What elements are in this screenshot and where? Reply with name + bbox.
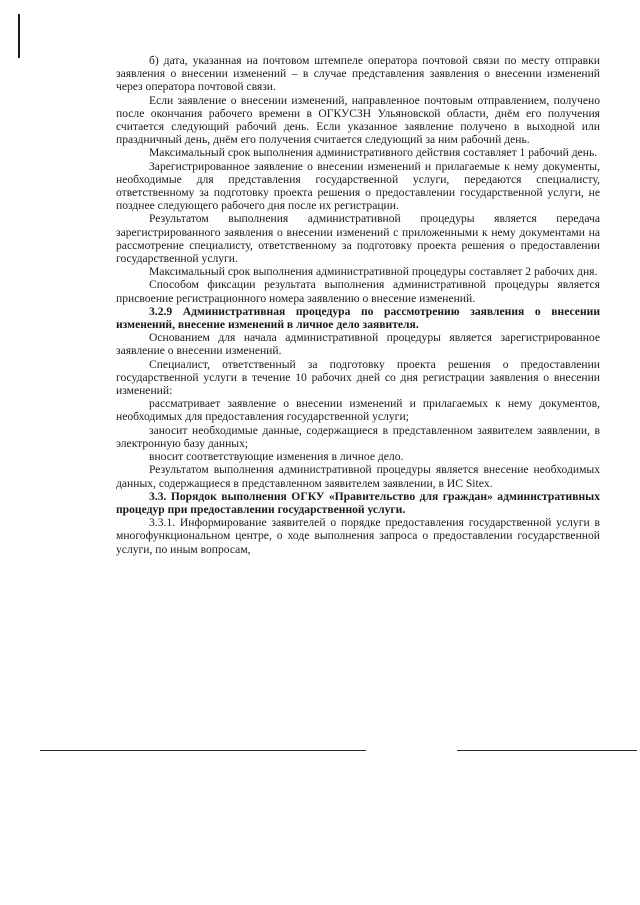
- paragraph: Если заявление о внесении изменений, направленное почтовым отправлением, получено после окончания рабочего времени в ОГКУСЗН Ульяновской области, днём его получения считается следующий рабочий день. Если указанное заявление получено в выходной или праздничный день, днём его получения считается следующий за ним рабочий день.: [116, 93, 600, 147]
- paragraph: 3.3.1. Информирование заявителей о порядке предоставления государственной услуги в многофункциональном центре, о ходе выполнения запроса о предоставлении государственной услуги, по иным вопросам,: [116, 516, 600, 556]
- paragraph: Максимальный срок выполнения административной процедуры составляет 2 рабочих дня.: [149, 265, 598, 279]
- paragraph: вносит соответствующие изменения в личное дело.: [149, 450, 404, 464]
- paragraph: рассматривает заявление о внесении изменений и прилагаемых к нему документов, необходимых для предоставления государственной услуги;: [116, 397, 600, 424]
- paragraph: Зарегистрированное заявление о внесении изменений и прилагаемые к нему документы, необходимые для представления государственной услуги, передаются специалисту, ответственному за подготовку проекта решения о предоставлении государственной услуги, не позднее следующего рабочего дня после их регистрации.: [116, 159, 600, 213]
- document-body: [116, 54, 600, 556]
- paragraph: Результатом выполнения административной процедуры является передача зарегистрированного заявления о внесении изменений с приложенными к нему документами на рассмотрение специалисту, ответственному за подготовку проекта решения о предоставлении государственной услуги.: [116, 212, 600, 266]
- paragraph: б) дата, указанная на почтовом штемпеле оператора почтовой связи по месту отправки заявления о внесении изменений – в случае представления заявления о внесении изменений через оператора почтовой связи.: [116, 54, 600, 94]
- paragraph: Способом фиксации результата выполнения административной процедуры является присвоение регистрационного номера заявлению о внесение изменений.: [116, 278, 600, 305]
- paragraph: Основанием для начала административной процедуры является зарегистрированное заявление о внесении изменений.: [116, 331, 600, 358]
- paragraph: Специалист, ответственный за подготовку проекта решения о предоставлении государственной услуги в течение 10 рабочих дней со дня регистрации заявления о внесении изменений:: [116, 357, 600, 398]
- section-heading: 3.2.9 Административная процедура по рассмотрению заявления о внесении изменений, внесение изменений в личное дело заявителя.: [116, 304, 600, 332]
- paragraph: Максимальный срок выполнения административного действия составляет 1 рабочий день.: [149, 146, 598, 160]
- section-heading: 3.3. Порядок выполнения ОГКУ «Правительство для граждан» административных процедур при предоставлении государственной услуги.: [116, 489, 600, 516]
- footer-rule-left: [40, 750, 366, 751]
- margin-mark: [18, 14, 20, 58]
- footer-rule-right: [457, 750, 637, 751]
- paragraph: заносит необходимые данные, содержащиеся в представленном заявителем заявлении, в электронную базу данных;: [116, 423, 600, 450]
- paragraph: Результатом выполнения административной процедуры является внесение необходимых данных, содержащиеся в представленном заявителем заявлении, в ИС Sitex.: [116, 463, 600, 490]
